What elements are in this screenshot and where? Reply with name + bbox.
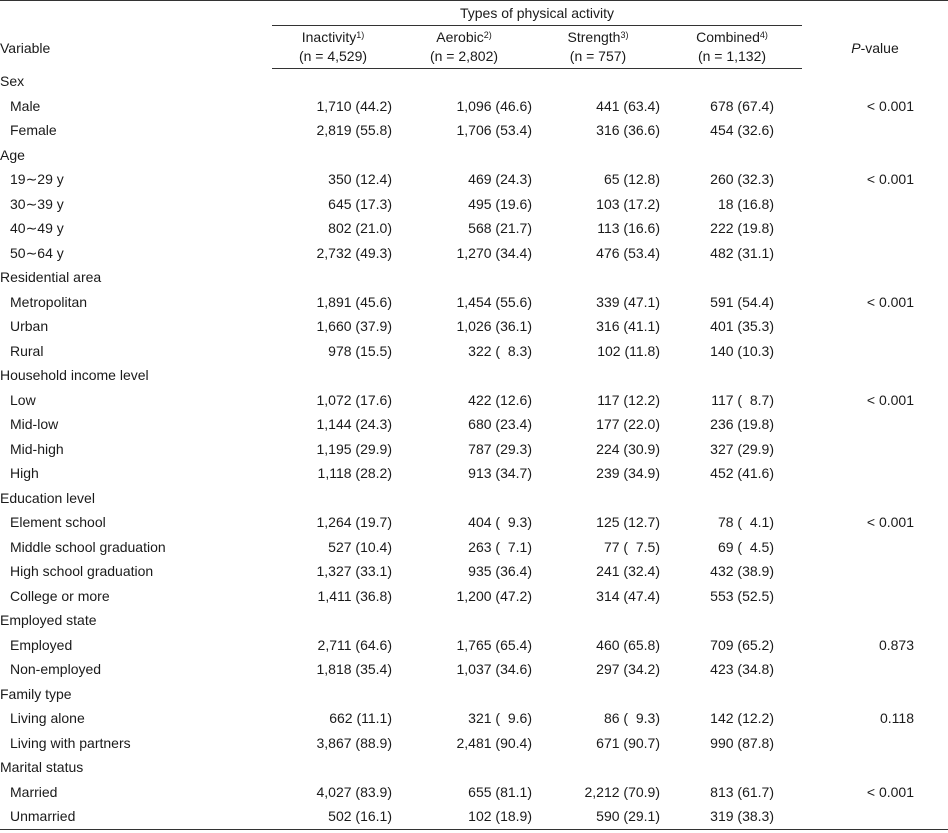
- cell-inactivity: 662 (11.1): [329, 710, 392, 726]
- table-row: [0, 780, 948, 805]
- table-row: [0, 94, 948, 119]
- row-label: Mid-high: [10, 440, 64, 457]
- cell-pvalue: [802, 559, 948, 584]
- category-row: [0, 69, 948, 94]
- table-row: [0, 510, 948, 535]
- cell-pvalue: [802, 118, 948, 143]
- row-label: Non-employed: [10, 661, 102, 677]
- column-header-strength: Strength$^{3)}$ (n = 757): [534, 26, 662, 69]
- pvalue-italic: P: [851, 40, 861, 57]
- cell-aerobic: 469 (24.3): [468, 171, 532, 187]
- category-label: Residential area: [0, 269, 102, 285]
- cell-strength: 316 (36.6): [596, 122, 660, 138]
- cell-strength: 102 (11.8): [597, 342, 660, 359]
- cell-inactivity: 645 (17.3): [328, 195, 392, 212]
- cell-inactivity: 1,144 (24.3): [316, 416, 392, 432]
- cell-combined: 482 (31.1): [710, 244, 774, 261]
- column-header-combined: Combined$^{4)}$ (n = 1,132): [662, 26, 802, 69]
- table-row: [0, 437, 948, 462]
- row-label: 50∼64 y: [10, 244, 64, 261]
- category-label: Employed state: [0, 612, 97, 628]
- row-label: Living with partners: [10, 734, 131, 751]
- cell-inactivity: 2,819 (55.8): [316, 122, 392, 138]
- cell-strength: 314 (47.4): [596, 587, 660, 604]
- cell-inactivity: 1,891 (45.6): [316, 293, 392, 310]
- category-row: [0, 143, 948, 168]
- cell-combined: 452 (41.6): [710, 465, 774, 481]
- cell-combined: 260 (32.3): [710, 171, 774, 187]
- cell-strength: 671 (90.7): [596, 734, 660, 751]
- table-row: [0, 633, 948, 658]
- cell-inactivity: 1,072 (17.6): [316, 391, 392, 408]
- cell-pvalue: [802, 314, 948, 339]
- category-row: [0, 363, 948, 388]
- category-row: [0, 755, 948, 780]
- table-row: [0, 731, 948, 756]
- cell-combined: 69 ( 4.5): [717, 538, 774, 555]
- table-row: [0, 216, 948, 241]
- cell-inactivity: 802 (21.0): [328, 220, 392, 236]
- cell-pvalue: [802, 461, 948, 486]
- cell-strength: 65 (12.8): [603, 171, 660, 187]
- pvalue-header: [802, 1, 948, 69]
- cell-strength: 125 (12.7): [596, 514, 660, 530]
- group-header: Types of physical activity: [272, 1, 802, 26]
- category-label: Marital status: [0, 759, 84, 775]
- cell-combined: 454 (32.6): [710, 122, 774, 138]
- cell-pvalue: [802, 584, 948, 609]
- row-label: Married: [10, 783, 58, 800]
- table-row: [0, 535, 948, 560]
- table-row: [0, 241, 948, 266]
- cell-combined: 553 (52.5): [710, 587, 774, 604]
- cell-inactivity: 1,327 (33.1): [316, 563, 392, 579]
- cell-aerobic: 787 (29.3): [468, 440, 532, 457]
- cell-pvalue: [802, 535, 948, 560]
- cell-inactivity: 1,411 (36.8): [317, 587, 392, 604]
- cell-aerobic: 1,037 (34.6): [456, 661, 532, 677]
- cell-pvalue: 0.118: [880, 710, 914, 726]
- cell-aerobic: 680 (23.4): [468, 416, 532, 432]
- cell-combined: 140 (10.3): [710, 342, 774, 359]
- row-label: Element school: [10, 514, 106, 530]
- cell-inactivity: 1,710 (44.2): [316, 97, 392, 114]
- cell-inactivity: 527 (10.4): [328, 538, 392, 555]
- cell-pvalue: [802, 339, 948, 364]
- cell-pvalue: < 0.001: [866, 391, 914, 408]
- cell-pvalue: [802, 437, 948, 462]
- category-row: [0, 608, 948, 633]
- cell-strength: 86 ( 9.3): [603, 710, 660, 726]
- row-label: Urban: [10, 318, 49, 334]
- category-row: [0, 682, 948, 707]
- cell-strength: 476 (53.4): [596, 244, 660, 261]
- category-label: Sex: [0, 73, 25, 89]
- table-row: [0, 559, 948, 584]
- cell-strength: 224 (30.9): [596, 440, 660, 457]
- cell-combined: 319 (38.3): [710, 808, 774, 824]
- category-label: Age: [0, 146, 25, 163]
- cell-aerobic: 655 (81.1): [468, 783, 532, 800]
- cell-combined: 18 (16.8): [717, 195, 774, 212]
- cell-aerobic: 321 ( 9.6): [468, 710, 532, 726]
- cell-aerobic: 322 ( 8.3): [468, 342, 532, 359]
- category-row: [0, 486, 948, 511]
- table-row: [0, 339, 948, 364]
- cell-inactivity: 978 (15.5): [328, 342, 392, 359]
- table-row: [0, 412, 948, 437]
- cell-pvalue: [802, 241, 948, 266]
- cell-strength: 441 (63.4): [596, 97, 660, 114]
- row-label: Living alone: [10, 710, 85, 726]
- row-label: Mid-low: [10, 416, 59, 432]
- cell-aerobic: 1,026 (36.1): [456, 318, 532, 334]
- cell-combined: 423 (34.8): [710, 661, 774, 677]
- table-row: [0, 804, 948, 829]
- cell-strength: 339 (47.1): [596, 293, 660, 310]
- cell-strength: 103 (17.2): [596, 195, 660, 212]
- cell-pvalue: < 0.001: [866, 783, 914, 800]
- cell-aerobic: 1,200 (47.2): [456, 587, 532, 604]
- cell-aerobic: 1,270 (34.4): [456, 244, 532, 261]
- cell-strength: 241 (32.4): [596, 563, 660, 579]
- cell-pvalue: [802, 804, 948, 829]
- cell-aerobic: 2,481 (90.4): [456, 734, 532, 751]
- table-row: [0, 167, 948, 192]
- cell-aerobic: 404 ( 9.3): [468, 514, 532, 530]
- row-label: High school graduation: [10, 563, 154, 579]
- table-row: [0, 314, 948, 339]
- row-label: Metropolitan: [10, 293, 88, 310]
- cell-pvalue: < 0.001: [866, 514, 914, 530]
- cell-pvalue: 0.873: [878, 636, 914, 653]
- cell-combined: 813 (61.7): [710, 783, 774, 800]
- cell-aerobic: 422 (12.6): [468, 391, 532, 408]
- table-row: [0, 657, 948, 682]
- cell-strength: 113 (16.6): [597, 220, 660, 236]
- row-label: College or more: [10, 587, 110, 604]
- cell-combined: 327 (29.9): [710, 440, 774, 457]
- cell-inactivity: 1,195 (29.9): [316, 440, 392, 457]
- cell-combined: 222 (19.8): [710, 220, 774, 236]
- row-label: Female: [10, 122, 57, 138]
- cell-inactivity: 2,711 (64.6): [317, 636, 392, 653]
- cell-aerobic: 568 (21.7): [468, 220, 532, 236]
- table-header: [0, 1, 948, 69]
- table-row: [0, 706, 948, 731]
- row-label: 19∼29 y: [10, 171, 64, 187]
- cell-combined: 591 (54.4): [710, 293, 774, 310]
- cell-aerobic: 1,765 (65.4): [456, 636, 532, 653]
- cell-strength: 297 (34.2): [596, 661, 660, 677]
- cell-aerobic: 263 ( 7.1): [468, 538, 532, 555]
- cell-pvalue: [802, 412, 948, 437]
- variable-header: Variable: [0, 40, 51, 57]
- cell-strength: 590 (29.1): [596, 808, 660, 824]
- cell-pvalue: < 0.001: [866, 171, 914, 187]
- cell-combined: 117 ( 8.7): [711, 391, 774, 408]
- cell-inactivity: 350 (12.4): [328, 171, 392, 187]
- pvalue-rest: -value: [860, 40, 899, 57]
- cell-inactivity: 3,867 (88.9): [316, 734, 392, 751]
- cell-combined: 78 ( 4.1): [717, 514, 774, 530]
- cell-aerobic: 102 (18.9): [468, 808, 532, 824]
- cell-strength: 177 (22.0): [596, 416, 660, 432]
- cell-pvalue: < 0.001: [866, 293, 914, 310]
- cell-combined: 432 (38.9): [710, 563, 774, 579]
- table-row: [0, 388, 948, 413]
- row-label: Unmarried: [10, 808, 76, 824]
- cell-inactivity: 2,732 (49.3): [316, 244, 392, 261]
- category-label: Family type: [0, 685, 72, 702]
- cell-aerobic: 1,096 (46.6): [456, 97, 532, 114]
- table-row: [0, 584, 948, 609]
- column-header-inactivity: Inactivity$^{1)}$ (n = 4,529): [272, 26, 394, 69]
- row-label: High: [10, 465, 39, 481]
- cell-strength: 460 (65.8): [596, 636, 660, 653]
- cell-aerobic: 935 (36.4): [468, 563, 532, 579]
- cell-strength: 2,212 (70.9): [584, 783, 660, 800]
- cell-inactivity: 4,027 (83.9): [316, 783, 392, 800]
- row-label: 30∼39 y: [10, 195, 64, 212]
- category-label: Education level: [0, 489, 95, 506]
- category-label: Household income level: [0, 367, 149, 383]
- cell-aerobic: 1,454 (55.6): [456, 293, 532, 310]
- table-row: [0, 192, 948, 217]
- cell-pvalue: [802, 216, 948, 241]
- cell-inactivity: 1,264 (19.7): [316, 514, 392, 530]
- cell-strength: 117 (12.2): [597, 391, 660, 408]
- category-row: [0, 265, 948, 290]
- row-label: Rural: [10, 342, 44, 359]
- cell-pvalue: [802, 192, 948, 217]
- cell-strength: 239 (34.9): [596, 465, 660, 481]
- table-row: [0, 118, 948, 143]
- cell-pvalue: [802, 657, 948, 682]
- row-label: Middle school graduation: [10, 538, 166, 555]
- cell-inactivity: 1,118 (28.2): [317, 465, 392, 481]
- table-row: [0, 461, 948, 486]
- cell-combined: 401 (35.3): [710, 318, 774, 334]
- cell-inactivity: 1,818 (35.4): [316, 661, 392, 677]
- cell-inactivity: 502 (16.1): [328, 808, 392, 824]
- cell-combined: 709 (65.2): [710, 636, 774, 653]
- row-label: Male: [10, 97, 41, 114]
- cell-pvalue: [802, 731, 948, 756]
- row-label: 40∼49 y: [10, 220, 64, 236]
- cell-combined: 990 (87.8): [710, 734, 774, 751]
- column-header-aerobic: Aerobic$^{2)}$ (n = 2,802): [394, 26, 534, 69]
- row-label: Low: [10, 391, 36, 408]
- table-body: [0, 69, 948, 830]
- cell-combined: 236 (19.8): [710, 416, 774, 432]
- cell-strength: 316 (41.1): [596, 318, 660, 334]
- cell-aerobic: 495 (19.6): [468, 195, 532, 212]
- cell-pvalue: < 0.001: [866, 97, 914, 114]
- cell-aerobic: 913 (34.7): [468, 465, 532, 481]
- table-row: [0, 290, 948, 315]
- cell-aerobic: 1,706 (53.4): [456, 122, 532, 138]
- cell-strength: 77 ( 7.5): [603, 538, 660, 555]
- row-label: Employed: [10, 636, 73, 653]
- cell-combined: 142 (12.2): [710, 710, 774, 726]
- cell-combined: 678 (67.4): [710, 97, 774, 114]
- cell-inactivity: 1,660 (37.9): [316, 318, 392, 334]
